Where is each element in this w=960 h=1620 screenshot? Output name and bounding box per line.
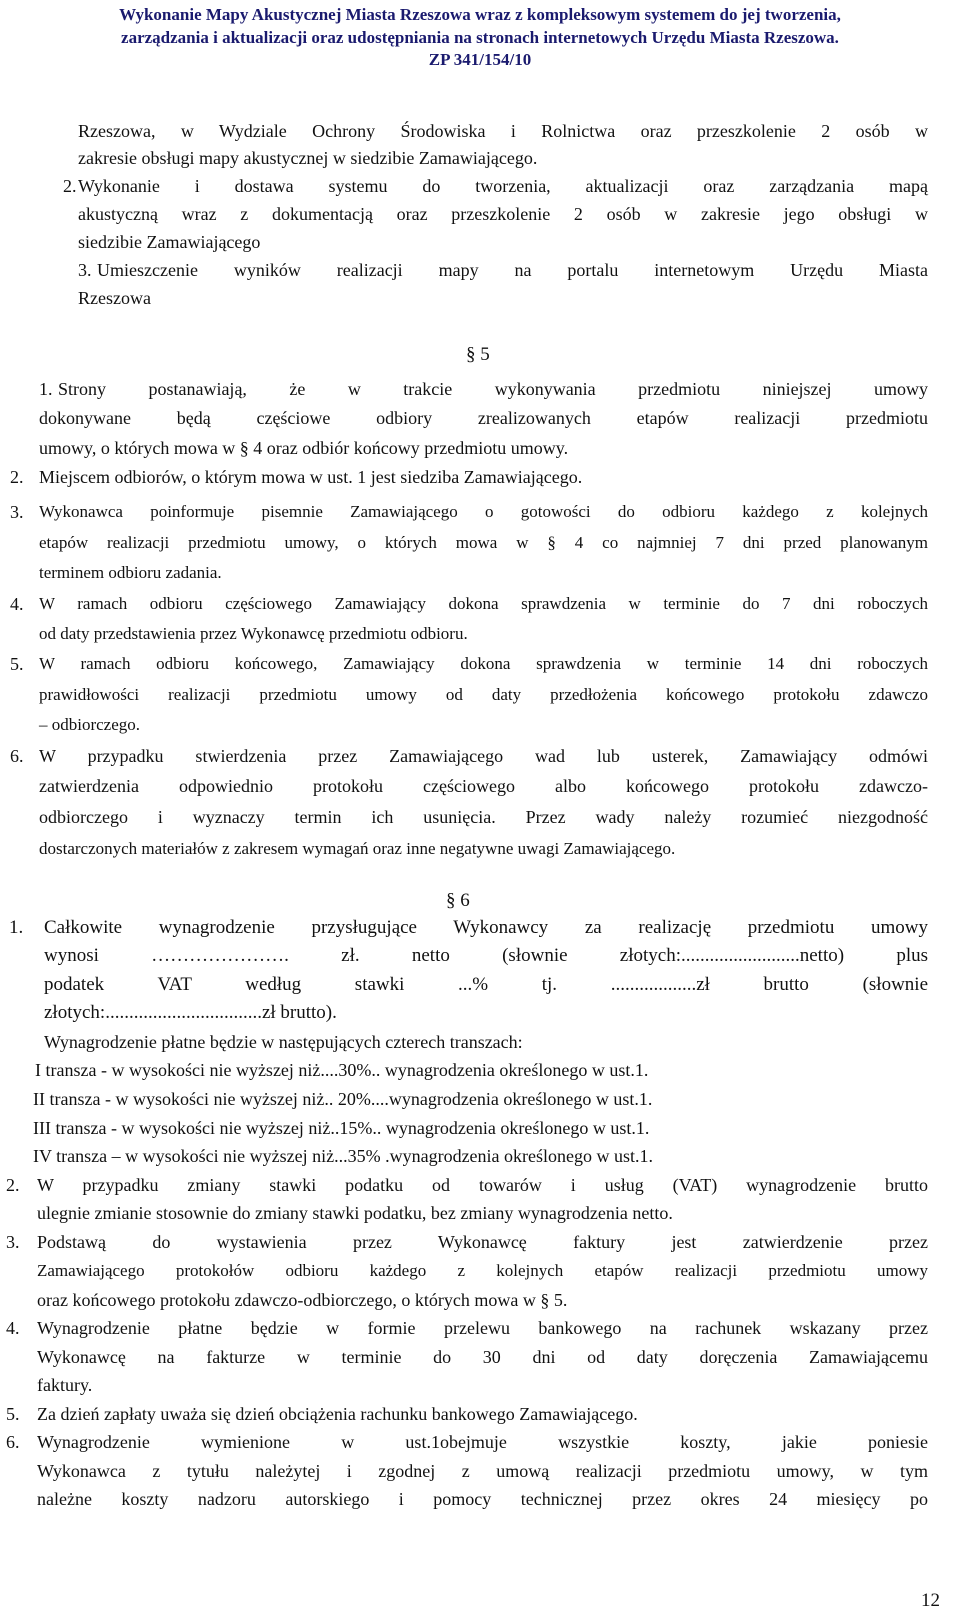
item-number: 2. [10,467,24,487]
item-number: 5. [10,654,24,674]
text-line: W przypadku zmiany stawki podatku od towarów i usług (VAT) wynagrodzenie brutto [37,1175,928,1195]
text-line: Miejscem odbiorów, o którym mowa w ust. 1 jest siedziba Zamawiającego. [39,467,583,487]
text-line: Strony postanawiają, że w trakcie wykonywania przedmiotu niniejszej umowy [58,379,928,399]
text-line: odbiorczego i wyznaczy termin ich usunięcia. Przez wady należy rozumieć niezgodność [39,807,928,827]
header-line-3: ZP 341/154/10 [428,50,532,69]
item-number: 4. [6,1318,20,1338]
tranche-line: IV transza – w wysokości nie wyższej niż...35% .wynagrodzenia określonego w ust.1. [33,1146,654,1166]
section-heading: § 6 [446,890,470,911]
text-line: Wykonawca poinformuje pisemnie Zamawiającego o gotowości do odbioru każdego z kolejnych [39,502,928,521]
item-number: 3. [78,260,92,280]
text-line: zakresie obsługi mapy akustycznej w siedzibie Zamawiającego. [78,148,538,168]
text-line: Wykonanie i dostawa systemu do tworzenia, aktualizacji oraz zarządzania mapą [78,176,928,196]
tranche-line: I transza - w wysokości nie wyższej niż....30%.. wynagrodzenia określonego w ust.1. [35,1060,649,1080]
text-line: siedzibie Zamawiającego [78,232,261,252]
text-line: umowy, o których mowa w § 4 oraz odbiór końcowy przedmiotu umowy. [39,438,569,458]
text-line: Wynagrodzenie płatne będzie w formie przelewu bankowego na rachunek wskazany przez [37,1318,928,1338]
text-line: Wykonawcę na fakturze w terminie do 30 dni od daty doręczenia Zamawiającemu [37,1347,928,1367]
text-line: Całkowite wynagrodzenie przysługujące Wykonawcy za realizację przedmiotu umowy [44,917,928,938]
tranche-line: II transza - w wysokości nie wyższej niż.. 20%....wynagrodzenia określonego w ust.1. [33,1089,653,1109]
item-number: 4. [10,594,24,614]
text-line: Rzeszowa [78,288,151,308]
text-line: podatek VAT według stawki ...% tj. ..................zł brutto (słownie [44,974,928,995]
item-number: 1. [39,379,53,399]
text-line: Za dzień zapłaty uważa się dzień obciążenia rachunku bankowego Zamawiającego. [37,1404,638,1424]
item-number: 3. [10,502,24,522]
text-line: akustyczną wraz z dokumentacją oraz przeszkolenie 2 osób w zakresie jego obsługi w [78,204,928,224]
text-line: – odbiorczego. [39,715,141,734]
text-line: oraz końcowego protokołu zdawczo-odbiorczego, o których mowa w § 5. [37,1290,568,1310]
text-line: należne koszty nadzoru autorskiego i pomocy technicznej przez okres 24 miesięcy po [37,1489,928,1509]
text-line: Rzeszowa, w Wydziale Ochrony Środowiska i Rolnictwa oraz przeszkolenie 2 osób w [78,121,928,141]
header-line-1: Wykonanie Mapy Akustycznej Miasta Rzeszowa wraz z kompleksowym systemem do jej tworzenia, [119,5,841,24]
text-line: W przypadku stwierdzenia przez Zamawiającego wad lub usterek, Zamawiający odmówi [39,746,928,766]
item-number: 2. [6,1175,20,1195]
text-line: dostarczonych materiałów z zakresem wymagań oraz inne negatywne uwagi Zamawiającego. [39,839,676,858]
text-line: Wynagrodzenie płatne będzie w następujących czterech transzach: [44,1032,523,1052]
text-line: W ramach odbioru częściowego Zamawiający dokona sprawdzenia w terminie do 7 dni roboczych [39,594,928,613]
text-line: od daty przedstawienia przez Wykonawcę przedmiotu odbioru. [39,624,468,643]
item-number: 6. [10,746,24,766]
text-line: terminem odbioru zadania. [39,563,222,582]
text-line: zatwierdzenia odpowiednio protokołu częściowego albo końcowego protokołu zdawczo- [39,776,928,796]
text-line: ulegnie zmianie stosownie do zmiany stawki podatku, bez zmiany wynagrodzenia netto. [37,1203,673,1223]
text-line: dokonywane będą częściowe odbiory zrealizowanych etapów realizacji przedmiotu [39,408,928,428]
text-line: Podstawą do wystawienia przez Wykonawcę faktury jest zatwierdzenie przez [37,1232,928,1252]
text-line: Zamawiającego protokołów odbioru każdego z kolejnych etapów realizacji przedmiotu umowy [37,1261,928,1280]
text-line: wynosi …………………. zł. netto (słownie złotych:.........................netto) plus [44,945,928,966]
text-line: złotych:.................................zł brutto). [44,1002,337,1023]
text-line: W ramach odbioru końcowego, Zamawiający dokona sprawdzenia w terminie 14 dni roboczych [39,654,928,673]
section-heading: § 5 [466,344,490,365]
item-number: 2. [63,176,77,196]
item-number: 6. [6,1432,20,1452]
text-line: faktury. [37,1375,93,1395]
item-number: 3. [6,1232,20,1252]
item-number: 1. [9,917,24,938]
text-line: Wykonawca z tytułu należytej i zgodnej z umową realizacji przedmiotu umowy, w tym [37,1461,928,1481]
page-number: 12 [921,1590,940,1611]
text-line: prawidłowości realizacji przedmiotu umowy od daty przedłożenia końcowego protokołu zdawczo [39,685,928,704]
text-line: etapów realizacji przedmiotu umowy, o których mowa w § 4 co najmniej 7 dni przed planowanym [39,533,928,552]
text-line: Umieszczenie wyników realizacji mapy na portalu internetowym Urzędu Miasta [97,260,928,280]
header-line-2: zarządzania i aktualizacji oraz udostępniania na stronach internetowych Urzędu Miasta Rzeszowa. [121,28,839,47]
text-line: Wynagrodzenie wymienione w ust.1obejmuje wszystkie koszty, jakie poniesie [37,1432,928,1452]
item-number: 5. [6,1404,20,1424]
tranche-line: III transza - w wysokości nie wyższej niż..15%.. wynagrodzenia określonego w ust.1. [33,1118,650,1138]
